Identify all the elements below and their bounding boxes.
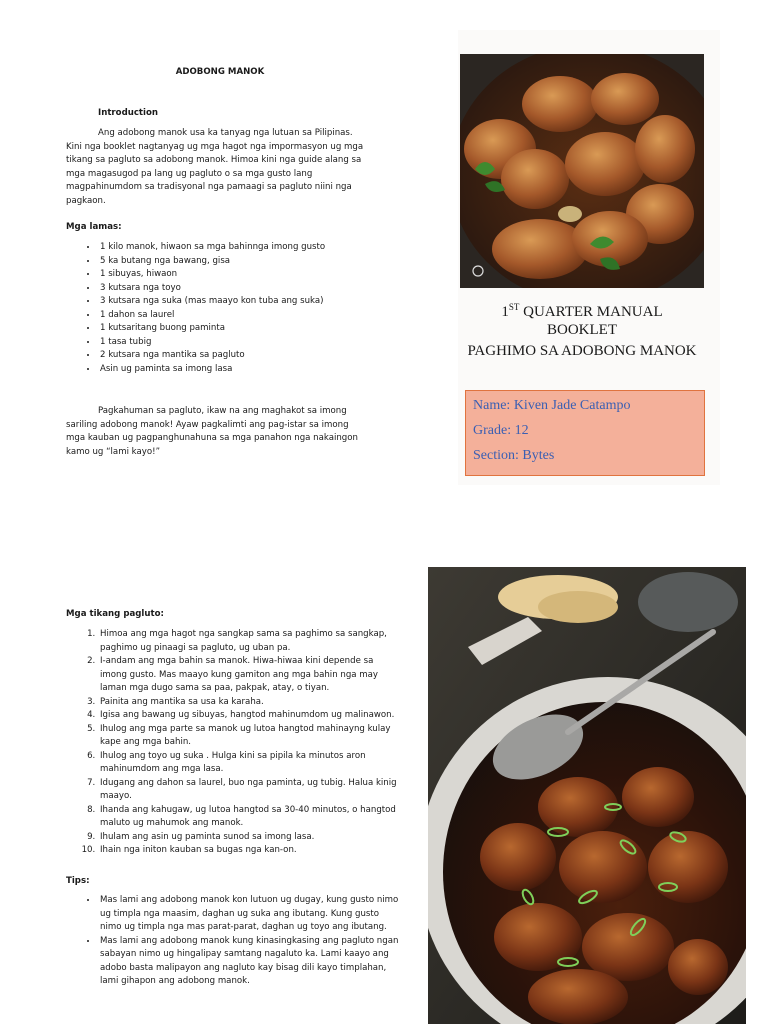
document-title: ADOBONG MANOK: [175, 67, 265, 77]
tip-item: • Mas lami ang adobong manok kung kinasingkasing ang pagluto ngan sabayan nimo ug hingalipay samtang nagaluto ka. Lami kaayo ang adobo basta malipayon ang nagluto kay bisag dili kayo timplahan, lami gihapon ang adobong manok.: [98, 935, 402, 989]
adobo-photo-bottom: [428, 567, 746, 1024]
ingredient-item: • 1 kutsaritang buong paminta: [98, 322, 388, 336]
cover-subtitle: PAGHIMO SA ADOBONG MANOK: [467, 343, 697, 359]
steps-list: [66, 628, 402, 858]
tip-item: • Mas lami ang adobong manok kon lutuon ug dugay, kung gusto nimo ug timpla nga maasim, daghan ug suka ang ibutang. Kung gusto nimo ug timpla nga mas parat-parat, daghan ug toyo ang ibutang.: [98, 894, 402, 935]
cover-heading: [460, 298, 704, 339]
step-item: 5. Ihulog ang mga parte sa manok ug lutoa hangtod mahinayng kulay kape ang mga bahin.: [98, 723, 402, 750]
quarter-manual: QUARTER MANUAL: [519, 304, 663, 320]
step-item: 7. Idugang ang dahon sa laurel, buo nga paminta, ug tubig. Halua kinig maayo.: [98, 777, 402, 804]
step-item: 9. Ihulam ang asin ug paminta sunod sa imong lasa.: [98, 831, 402, 845]
intro-paragraph: Ang adobong manok usa ka tanyag nga lutuan sa Pilipinas. Kini nga booklet nagtanyag ug mga hagot nga impormasyon ug mga tikang sa pagluto sa adobong manok. Himoa kini nga guide alang sa mga magasugod pa lang ug pagluto o sa mga gusto lang magpahinumdom sa tradisyonal nga pamaagi sa pagluto niini nga pagkaon.: [66, 128, 364, 206]
steps-heading: Mga tikang pagluto:: [66, 609, 164, 619]
step-item: 10. Ihain nga initon kauban sa bugas nga kan-on.: [98, 844, 402, 858]
ingredient-item: • 3 kutsara nga suka (mas maayo kon tuba ang suka): [98, 295, 388, 309]
ingredient-item: • Asin ug paminta sa imong lasa: [98, 363, 388, 377]
student-name: Name: Kiven Jade Catampo: [473, 398, 631, 413]
ingredient-item: • 2 kutsara nga mantika sa pagluto: [98, 349, 388, 363]
ingredient-item: • 5 ka butang nga bawang, gisa: [98, 255, 388, 269]
step-item: 6. Ihulog ang toyo ug suka . Hulga kini sa pipila ka minutos aron mahinumdom ang mga lasa.: [98, 750, 402, 777]
intro-heading: Introduction: [98, 108, 159, 118]
quarter-superscript: ST: [508, 302, 520, 312]
step-item: 8. Ihanda ang kahugaw, ug lutoa hangtod sa 30-40 minutos, o hangtod maluto ug mahumok ang manok.: [98, 804, 402, 831]
student-section: Section: Bytes: [473, 448, 555, 463]
student-info-box: [465, 390, 705, 476]
step-item: 3. Painita ang mantika sa usa ka karaha.: [98, 696, 402, 710]
adobo-photo-top: [460, 54, 704, 288]
ingredient-item: • 1 tasa tubig: [98, 336, 388, 350]
step-item: 1. Himoa ang mga hagot nga sangkap sama sa paghimo sa sangkap, paghimo ug pinaagi sa pagluto, ug uban pa.: [98, 628, 402, 655]
ingredient-item: • 3 kutsara nga toyo: [98, 282, 388, 296]
step-item: 4. Igisa ang bawang ug sibuyas, hangtod mahinumdom ug malinawon.: [98, 709, 402, 723]
booklet-word: BOOKLET: [547, 322, 617, 338]
step-item: 2. I-andam ang mga bahin sa manok. Hiwa-hiwaa kini depende sa imong gusto. Mas maayo kung gamiton ang mga bahin nga may laman mga dugo sama sa paa, pakpak, atay, o tiyan.: [98, 655, 402, 696]
ingredients-list: [66, 241, 388, 376]
quarter-number: 1: [501, 304, 509, 320]
ingredients-heading: Mga lamas:: [66, 222, 122, 232]
closing-paragraph: Pagkahuman sa pagluto, ikaw na ang maghakot sa imong sariling adobong manok! Ayaw pagkalimti ang pag-istar sa imong mga kauban ug pagpanghunahuna sa mga panahon nga nakaingon kamo ug “lami kayo!”: [66, 406, 358, 457]
tips-heading: Tips:: [66, 876, 90, 886]
tips-list: [66, 894, 402, 989]
ingredient-item: • 1 dahon sa laurel: [98, 309, 388, 323]
ingredient-item: • 1 kilo manok, hiwaon sa mga bahinnga imong gusto: [98, 241, 388, 255]
student-grade: Grade: 12: [473, 423, 529, 438]
ingredient-item: • 1 sibuyas, hiwaon: [98, 268, 388, 282]
